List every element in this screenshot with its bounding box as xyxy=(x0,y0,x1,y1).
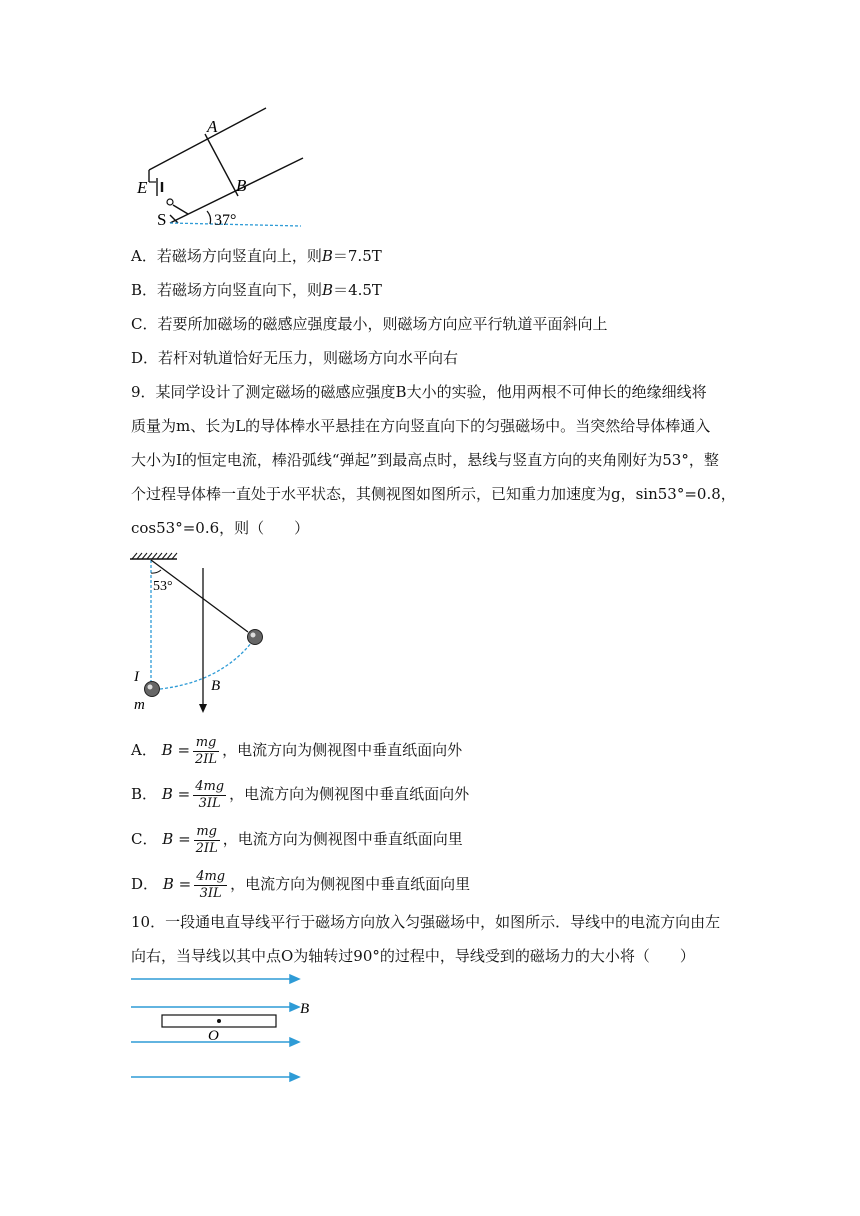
q10-line-2: 向右，当导线以其中点O为轴转过90°的过程中，导线受到的磁场力的大小将（ ） xyxy=(131,947,695,965)
incline-rail-figure xyxy=(130,100,330,235)
angle-37-label: 37° xyxy=(214,212,237,229)
q9-option-a: A． B = $\frac{mg}{2IL}$ ，电流方向为侧视图中垂直纸面向外 xyxy=(131,734,463,767)
q9-line-1: 9．某同学设计了测定磁场的磁感应强度B大小的实验，他用两根不可伸长的绝缘细线将 xyxy=(131,383,707,401)
label-s: S xyxy=(157,210,167,229)
fraction: $\frac{mg}{2IL}$ xyxy=(195,734,218,767)
fraction: $\frac{mg}{2IL}$ xyxy=(195,823,218,856)
q8-option-a: A．若磁场方向竖直向上，则B＝7.5T xyxy=(131,247,382,265)
field-label: B xyxy=(211,678,221,694)
q9-line-3: 大小为I的恒定电流，棒沿弧线“弹起”到最高点时，悬线与竖直方向的夹角刚好为53°，整 xyxy=(131,451,719,469)
q9-line-4: 个过程导体棒一直处于水平状态，其侧视图如图所示，已知重力加速度为g，sin53°=0.8， xyxy=(131,485,736,503)
angle-53-label: 53° xyxy=(153,579,173,594)
q9-option-c: C． B = $\frac{mg}{2IL}$ ，电流方向为侧视图中垂直纸面向里 xyxy=(131,823,463,856)
field-label: B xyxy=(300,1001,310,1017)
fraction: $\frac{4mg}{3IL}$ xyxy=(195,778,225,811)
q9-line-5: cos53°=0.6，则（ ） xyxy=(131,519,310,537)
mass-label: m xyxy=(134,697,145,713)
q9-option-b: B． B = $\frac{4mg}{3IL}$ ，电流方向为侧视图中垂直纸面向外 xyxy=(131,778,470,811)
label-e: E xyxy=(137,178,148,197)
q10-line-1: 10．一段通电直导线平行于磁场方向放入匀强磁场中，如图所示．导线中的电流方向由左 xyxy=(131,913,721,931)
q9-line-2: 质量为m、长为L的导体棒水平悬挂在方向竖直向下的匀强磁场中。当突然给导体棒通入 xyxy=(131,417,711,435)
q8-option-b: B．若磁场方向竖直向下，则B＝4.5T xyxy=(131,281,382,299)
label-a: A xyxy=(207,117,218,136)
current-label: I xyxy=(134,669,139,685)
q9-option-d: D． B = $\frac{4mg}{3IL}$ ，电流方向为侧视图中垂直纸面向里 xyxy=(131,868,471,901)
field-wire-figure xyxy=(128,970,328,1090)
axis-point-label: O xyxy=(208,1028,219,1044)
label-b: B xyxy=(236,176,247,195)
pendulum-figure xyxy=(128,550,278,720)
q8-option-c: C．若要所加磁场的磁感应强度最小，则磁场方向应平行轨道平面斜向上 xyxy=(131,315,608,333)
q8-option-d: D．若杆对轨道恰好无压力，则磁场方向水平向右 xyxy=(131,349,459,367)
fraction: $\frac{4mg}{3IL}$ xyxy=(196,868,226,901)
